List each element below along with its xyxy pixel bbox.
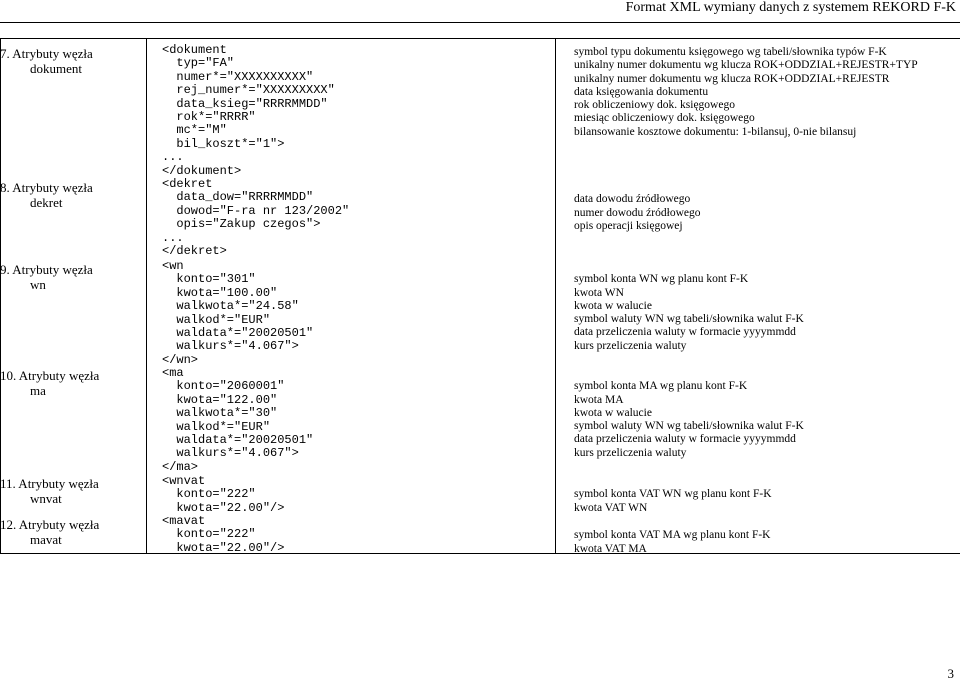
row-label-line1: 7. Atrybuty węzła (0, 46, 93, 61)
row-label-line1: 11. Atrybuty węzła (0, 476, 99, 491)
desc-wn: symbol konta WN wg planu kont F-K kwota WN kwota w walucie symbol waluty WN wg tabeli/słownika walut F-K data przeliczenia waluty w formacie yyyymmdd kurs przeliczenia waluty (574, 273, 804, 352)
desc-dekret: data dowodu źródłowego numer dowodu źródłowego opis operacji księgowej (574, 193, 701, 232)
row-label-line1: 10. Atrybuty węzła (0, 368, 100, 383)
row-label-line1: 12. Atrybuty węzła (0, 517, 100, 532)
row-label-ma (0, 368, 142, 398)
code-wnvat: <wnvat konto="222" kwota="22.00"/> (162, 474, 285, 515)
row-label-line1: 9. Atrybuty węzła (0, 262, 93, 277)
code-dekret: <dekret data_dow="RRRRMMDD" dowod="F-ra nr 123/2002" opis="Zakup czegos"> ... </dekret> (162, 177, 350, 259)
code-ma: <ma konto="2060001" kwota="122.00" walkwota*="30" walkod*="EUR" waldata*="20020501" walkurs*="4.067"> </ma> (162, 366, 314, 474)
row-label-dekret (0, 180, 142, 210)
row-label-line2: mavat (30, 532, 62, 547)
desc-ma: symbol konta MA wg planu kont F-K kwota MA kwota w walucie symbol waluty WN wg tabeli/słownika walut F-K data przeliczenia waluty w formacie yyyymmdd kurs przeliczenia waluty (574, 380, 804, 459)
desc-dokument: symbol typu dokumentu księgowego wg tabeli/słownika typów F-K unikalny numer dokumentu wg klucza ROK+ODDZIAL+REJESTR+TYP unikalny numer dokumentu wg klucza ROK+ODDZIAL+REJESTR data księgowania dokumentu rok obliczeniowy dok. księgowego miesiąc obliczeniowy dok. księgowego bilansowanie kosztowe dokumentu: 1-bilansuj, 0-nie bilansuj (574, 46, 918, 138)
code-mavat: <mavat konto="222" kwota="22.00"/> (162, 514, 285, 555)
row-label-mavat (0, 517, 142, 547)
desc-mavat: symbol konta VAT MA wg planu kont F-K kwota VAT MA (574, 529, 771, 555)
row-label-line2: dokument (30, 61, 82, 76)
page-header-title: Format XML wymiany danych z systemem REKORD F-K (625, 0, 956, 15)
row-label-line2: wn (30, 277, 46, 292)
row-label-dokument (0, 46, 142, 76)
code-dokument: <dokument typ="FA" numer*="XXXXXXXXXX" rej_numer*="XXXXXXXXX" data_ksieg="RRRRMMDD" rok*="RRRR" mc*="M" bil_koszt*="1"> ... </dokument> (162, 43, 335, 178)
row-label-line2: wnvat (30, 491, 62, 506)
row-label-line2: ma (30, 383, 46, 398)
desc-wnvat: symbol konta VAT WN wg planu kont F-K kwota VAT WN (574, 488, 772, 514)
row-label-line2: dekret (30, 195, 63, 210)
code-wn: <wn konto="301" kwota="100.00" walkwota*="24.58" walkod*="EUR" waldata*="20020501" walkurs*="4.067"> </wn> (162, 259, 314, 367)
row-label-line1: 8. Atrybuty węzła (0, 180, 93, 195)
row-label-wn (0, 262, 142, 292)
page-number: 3 (947, 666, 954, 681)
row-label-wnvat (0, 476, 142, 506)
header-rule (0, 22, 960, 23)
